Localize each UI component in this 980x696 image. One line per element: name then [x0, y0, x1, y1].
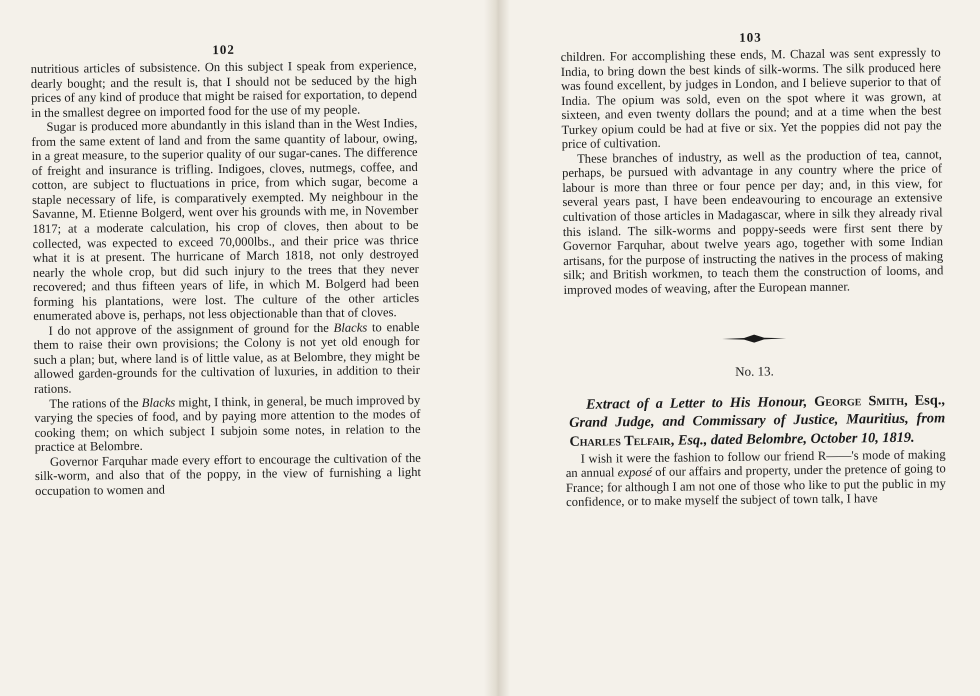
paragraph: children. For accomplishing these ends, M. Chazal was sent expressly to India, to bring down the best kinds of silk-worms. The silk produced here was found excellent, by judges in London, and I believe superior to that of India. The opium was sold, even on the spot where it was grown, at sixteen, and even twenty dollars the pound; and at a time when the best Turkey opium could be had at five or six. Yet the poppies did not pay the price of cultivation.: [560, 45, 942, 152]
ornamental-rule-icon: [721, 333, 787, 346]
document-number: No. 13.: [735, 363, 774, 380]
page-number-left: 102: [212, 41, 235, 58]
paragraph-text: I do not approve of the assignment of ground for the: [48, 320, 334, 338]
paragraph-text: might, I think, in general, be much improved by varying the species of food, and by paying more attention to the modes of cooking them; on which subject I subjoin some notes, in relation to the practice at Belombre.: [34, 392, 421, 455]
left-page: [30, 0, 423, 696]
letter-heading: [565, 391, 946, 451]
paragraph: [566, 447, 947, 510]
heading-text: Extract of a Letter to His Honour,: [586, 393, 808, 413]
heading-text: Esq., dated Belombre, October 10, 1819.: [677, 429, 915, 449]
right-page: [560, 0, 948, 696]
paragraph: [34, 393, 421, 455]
heading-name: George Smith,: [814, 392, 908, 410]
page-gutter: [484, 0, 510, 696]
heading-text: Esq.,: [914, 392, 946, 409]
heading-text: Grand Judge, and Commissary of Justice, Mauritius, from: [569, 410, 946, 432]
paragraph: [33, 320, 420, 397]
paragraph-text: to enable them to raise their own provisions; the Colony is not yet old enough for such a plan; but, where land is of little value, as at Belombre, they might be allowed garden-grounds for the cultivation of luxuries, in addition to their rations.: [33, 319, 420, 397]
italic-term: exposé: [617, 465, 653, 480]
paragraph: These branches of industry, as well as the production of tea, cannot, perhaps, be pursued with advantage in any country where the price of labour is more than three or four pence per day; and, in this view, for several years past, I have been endeavouring to encourage an extensive cultivation of those articles in Madagascar, where in silk they already rival this island. The silk-worms and poppy-seeds were first sent there by Governor Farquhar, about twelve years ago, together with some Indian artisans, for the purpose of instructing the natives in the process of making silk; and British workmen, to teach them the construction of looms, and improved modes of weaving, after the European manner.: [562, 147, 944, 297]
right-page-body: [561, 45, 947, 509]
left-page-body: [31, 58, 422, 498]
paragraph: Governor Farquhar made every effort to encourage the cultivation of the silk-worm, and also that of the poppy, in the view of furnishing a light occupation to women and: [34, 450, 422, 498]
paragraph: nutritious articles of subsistence. On this subject I speak from experience, dearly bought; and the result is, that I should not be seduced by the high prices of any kind of produce that might be raised for exportation, to depend in the smallest degree on imported food for the use of my people.: [30, 57, 418, 120]
italic-term: Blacks: [141, 395, 176, 410]
italic-term: Blacks: [333, 320, 368, 335]
heading-name: Charles Telfair,: [569, 432, 675, 450]
page-number-right: 103: [739, 29, 762, 45]
paragraph-text: The rations of the: [49, 395, 142, 411]
paragraph: Sugar is produced more abundantly in this island than in the West Indies, from the same extent of land and from the same quantity of labour, owing, in a great measure, to the superior quality of our sugar-canes. The difference of freight and insurance is trifling. Indigoes, cloves, nutmegs, coffee, and cotton, are subject to fluctuations in price, from which sugar, become a staple necessary of life, is comparatively exempted. My neighbour in the Savanne, M. Etienne Bolgerd, went over his grounds with me, in November 1817; at a moderate calculation, his crop of cloves, then about to be collected, was expected to exceed 70,000lbs., and their price was thrice what it is at present. The hurricane of March 1818, not only destroyed nearly the whole crop, but did such injury to the trees that they never recovered; and thus fifteen years of life, in which M. Bolgerd had been forming his plantations, were lost. The culture of the other articles enumerated above is, perhaps, not less objectionable than that of cloves.: [31, 116, 420, 324]
paragraph-text: I wish it were the fashion to follow our friend R——'s mode of making an annual: [565, 446, 946, 481]
paragraph-text: of our affairs and property, under the pretence of going to France; for although I am not one of those who like to put the public in my confidence, or to make myself the subject of town talk, I have: [565, 461, 947, 510]
